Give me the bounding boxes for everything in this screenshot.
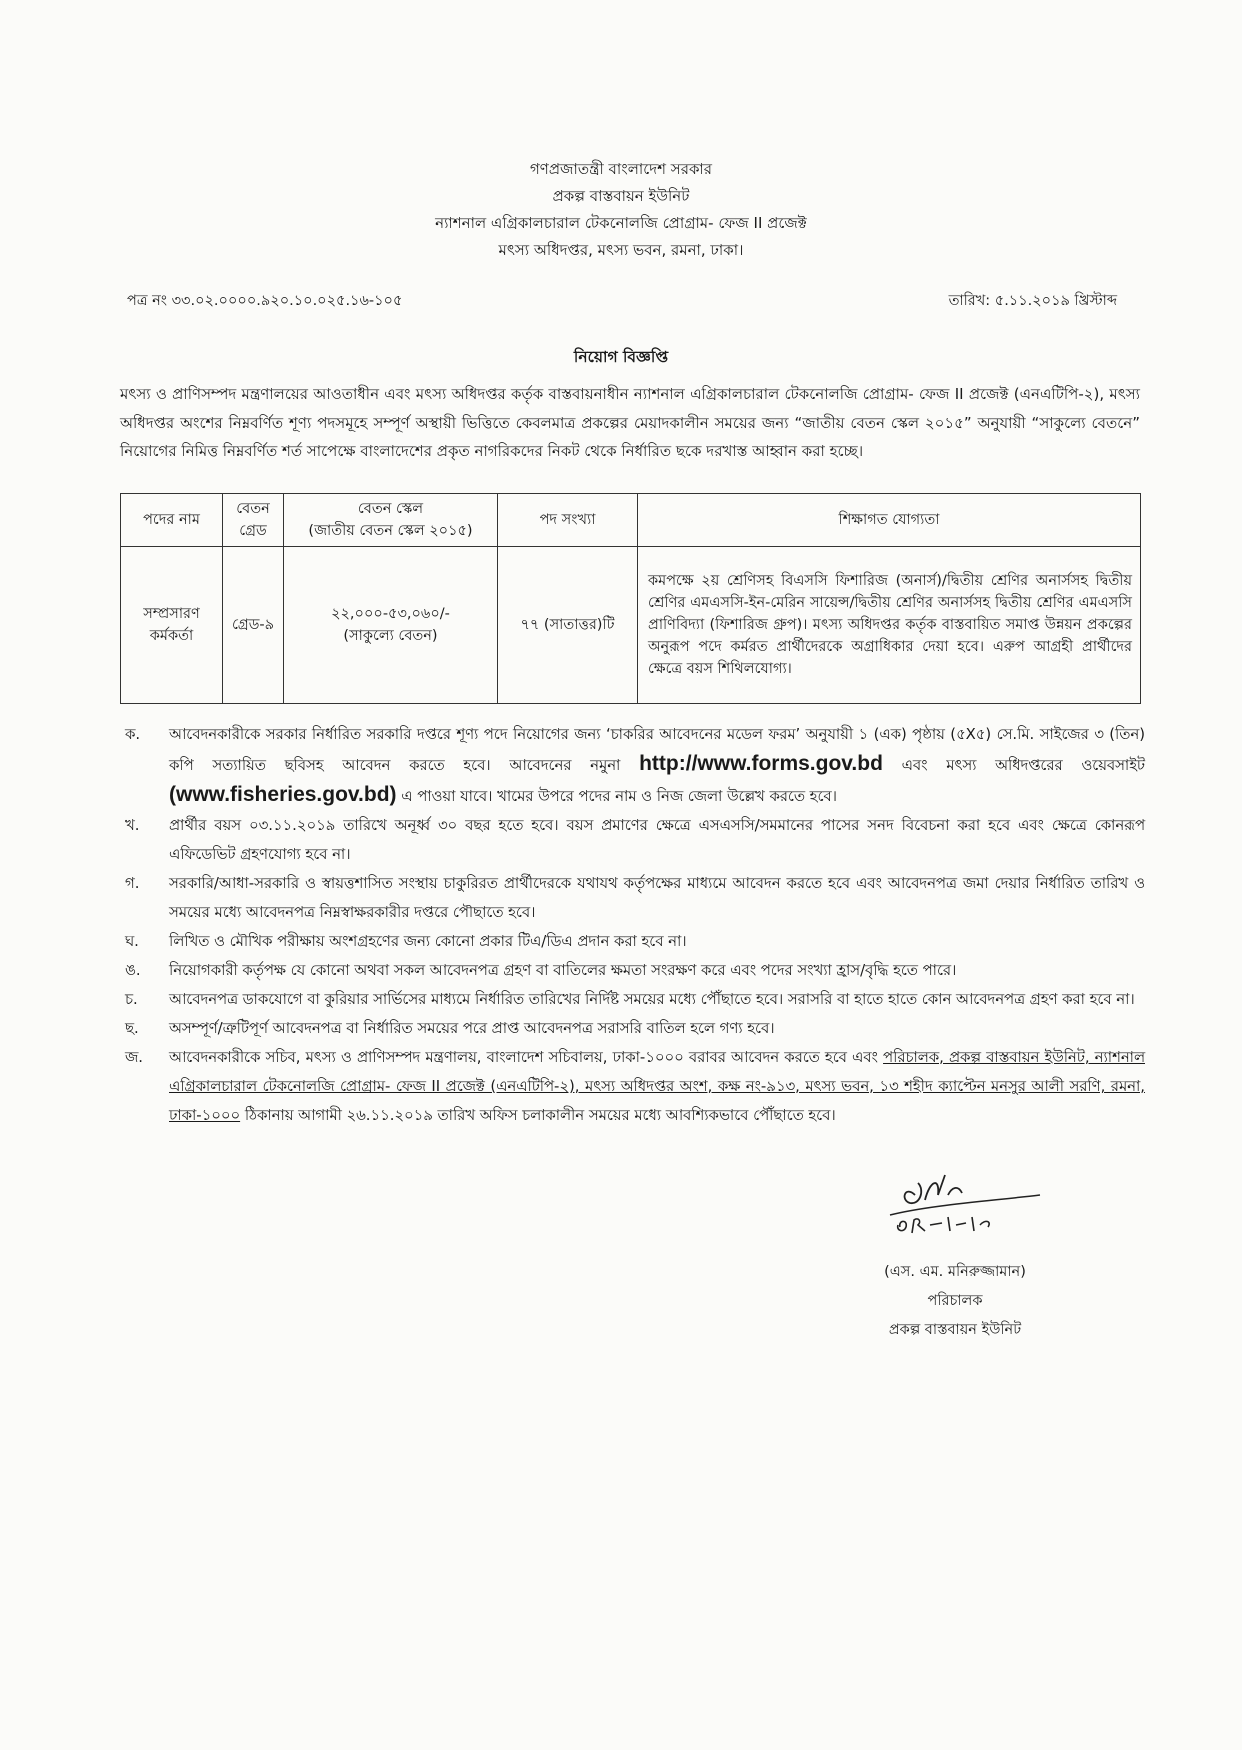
condition-text: অসম্পূর্ণ/ত্রুটিপূর্ণ আবেদনপত্র বা নির্ধারিত সময়ের পরে প্রাপ্ত আবেদনপত্র সরাসরি বাতিল হলে গণ্য হবে। — [169, 1020, 775, 1037]
header-project: ন্যাশনাল এগ্রিকালচারাল টেকনোলজি প্রোগ্রাম- ফেজ II প্রজেক্ট — [435, 214, 807, 232]
condition-marker: ছ. — [125, 1020, 139, 1037]
condition-text: আবেদনকারীকে সচিব, মৎস্য ও প্রাণিসম্পদ মন্ত্রণালয়, বাংলাদেশ সচিবালয়, ঢাকা-১০০০ বরাবর আবেদন করতে হবে এবং পরিচালক, প্রকল্প বাস্তবায়ন ইউনিট, ন্যাশনাল এগ্রিকালচারাল টেকনোলজি প্রোগ্রাম- ফেজ II প্রজেক্ট (এনএটিপি-২), মৎস্য অধিদপ্তর অংশ, কক্ষ নং-৯১৩, মৎস্য ভবন, ১৩ শহীদ ক্যাপ্টেন মনসুর আলী সরণি, রমনা, ঢাকা-১০০০ ঠিকানায় আগামী ২৬.১১.২০১৯ তারিখ অফিস চলাকালীন সময়ের মধ্যে আবশ্যিকভাবে পৌঁছাতে হবে। — [169, 1049, 1145, 1124]
vacancy-table — [120, 493, 1141, 704]
conditions-list — [125, 720, 1145, 1130]
condition-item — [125, 956, 1145, 985]
signatory-unit: প্রকল্প বাস্তবায়ন ইউনিট — [888, 1322, 1022, 1338]
header-address: মৎস্য অধিদপ্তর, মৎস্য ভবন, রমনা, ঢাকা। — [498, 241, 744, 259]
condition-text: সরকারি/আধা-সরকারি ও স্বায়ত্তশাসিত সংস্থায় চাকুরিরত প্রার্থীদেরকে যথাযথ কর্তৃপক্ষের মাধ্যমে আবেদন করতে হবে এবং আবেদনপত্র জমা দেয়ার নির্ধারিত তারিখ ও সময়ের মধ্যে আবেদনপত্র নিম্নস্বাক্ষরকারীর দপ্তরে পৌছাতে হবে। — [169, 875, 1145, 921]
signatory-name: (এস. এম. মনিরুজ্জামান) — [884, 1264, 1026, 1280]
intro-paragraph: মৎস্য ও প্রাণিসম্পদ মন্ত্রণালয়ের আওতাধীন এবং মৎস্য অধিদপ্তর কর্তৃক বাস্তবায়নাধীন ন্যাশনাল এগ্রিকালচারাল টেকনোলজি প্রোগ্রাম- ফেজ II প্রজেক্ট (এনএটিপি-২), মৎস্য অধিদপ্তর অংশের নিম্নবর্ণিত শূণ্য পদসমূহে সম্পূর্ণ অস্থায়ী ভিত্তিতে কেবলমাত্র প্রকল্পের মেয়াদকালীন সময়ের জন্য “জাতীয় বেতন স্কেল ২০১৫” অনুযায়ী “সাকুল্যে বেতনে” নিয়োগের নিমিত্ত নিম্নবর্ণিত শর্ত সাপেক্ষে বাংলাদেশের প্রকৃত নাগরিকদের নিকট থেকে নির্ধারিত ছকে দরখাস্ত আহ্বান করা হচ্ছে। — [120, 385, 1140, 460]
memo-date: তারিখ: ৫.১১.২০১৯ খ্রিস্টাব্দ — [948, 293, 1117, 309]
signatory-block — [840, 1258, 1070, 1345]
condition-item — [125, 811, 1145, 869]
condition-item — [125, 869, 1145, 927]
table-row — [121, 547, 1141, 704]
col-header-grade: বেতন গ্রেড — [223, 494, 284, 547]
condition-text: নিয়োগকারী কর্তৃপক্ষ যে কোনো অথবা সকল আবেদনপত্র গ্রহণ বা বাতিলের ক্ষমতা সংরক্ষণ করে এবং পদের সংখ্যা হ্রাস/বৃদ্ধি হতে পারে। — [169, 962, 957, 979]
condition-marker: গ. — [125, 875, 140, 892]
fisheries-link[interactable]: (www.fisheries.gov.bd) — [169, 783, 397, 806]
cell-scale: ২২,০০০-৫৩,০৬০/- (সাকুল্যে বেতন) — [284, 547, 498, 704]
condition-marker: ক. — [125, 726, 141, 743]
condition-text: প্রার্থীর বয়স ০৩.১১.২০১৯ তারিখে অনূর্ধ্ব ৩০ বছর হতে হবে। বয়স প্রমাণের ক্ষেত্রে এসএসসি/সমমানের পাসের সনদ বিবেচনা করা হবে এবং ক্ষেত্রে কোনরূপ এফিডেভিট গ্রহণযোগ্য হবে না। — [169, 817, 1145, 863]
cell-post: সম্প্রসারণ কর্মকর্তা — [121, 547, 223, 704]
col-header-count: পদ সংখ্যা — [498, 494, 638, 547]
col-header-post: পদের নাম — [121, 494, 223, 547]
notice-title: নিয়োগ বিজ্ঞপ্তি — [573, 348, 669, 366]
header-unit: প্রকল্প বাস্তবায়ন ইউনিট — [552, 187, 690, 205]
condition-item — [125, 1043, 1145, 1130]
forms-link[interactable]: http://www.forms.gov.bd — [639, 752, 883, 775]
handwritten-signature — [870, 1165, 1070, 1245]
condition-item — [125, 985, 1145, 1014]
condition-item — [125, 1014, 1145, 1043]
table-header-row — [121, 494, 1141, 547]
memo-reference: পত্র নং ৩৩.০২.০০০০.৯২০.১০.০২৫.১৬-১০৫ — [127, 293, 403, 309]
condition-text: আবেদনকারীকে সরকার নির্ধারিত সরকারি দপ্তরে শূণ্য পদে নিয়োগের জন্য ‘চাকরির আবেদনের মডেল ফরম’ অনুযায়ী ১ (এক) পৃষ্ঠায় (৫X৫) সে.মি. সাইজের ৩ (তিন) কপি সত্যায়িত ছবিসহ আবেদন করতে হবে। আবেদনের নমুনা http://www.forms.gov.bd এবং মৎস্য অধিদপ্তরের ওয়েবসাইট (www.fisheries.gov.bd) এ পাওয়া যাবে। খামের উপরে পদের নাম ও নিজ জেলা উল্লেখ করতে হবে। — [169, 726, 1145, 806]
col-header-qualification: শিক্ষাগত যোগ্যতা — [638, 494, 1141, 547]
col-header-scale: বেতন স্কেল (জাতীয় বেতন স্কেল ২০১৫) — [284, 494, 498, 547]
cell-qualification: কমপক্ষে ২য় শ্রেণিসহ বিএসসি ফিশারিজ (অনার্স)/দ্বিতীয় শ্রেণির অনার্সসহ দ্বিতীয় শ্রেণির এমএসসি-ইন-মেরিন সায়েন্স/দ্বিতীয় শ্রেণির অনার্সসহ দ্বিতীয় শ্রেণির এমএসসি প্রাণিবিদ্যা (ফিশারিজ গ্রুপ)। মৎস্য অধিদপ্তর কর্তৃক বাস্তবায়িত সমাপ্ত উন্নয়ন প্রকল্পের অনুরূপ পদে কর্মরত প্রার্থীদেরকে অগ্রাধিকার দেয়া হবে। এরুপ আগ্রহী প্রার্থীদের ক্ষেত্রে বয়স শিথিলযোগ্য। — [638, 547, 1141, 704]
submission-address: পরিচালক, প্রকল্প বাস্তবায়ন ইউনিট, ন্যাশনাল এগ্রিকালচারাল টেকনোলজি প্রোগ্রাম- ফেজ II প্রজেক্ট (এনএটিপি-২), মৎস্য অধিদপ্তর অংশ, কক্ষ নং-৯১৩, মৎস্য ভবন, ১৩ শহীদ ক্যাপ্টেন মনসুর আলী সরণি, রমনা, ঢাকা-১০০০ — [169, 1049, 1145, 1124]
condition-text: লিখিত ও মৌখিক পরীক্ষায় অংশগ্রহণের জন্য কোনো প্রকার টিএ/ডিএ প্রদান করা হবে না। — [169, 933, 687, 950]
header-government: গণপ্রজাতন্ত্রী বাংলাদেশ সরকার — [529, 160, 713, 178]
condition-marker: খ. — [125, 817, 140, 834]
signatory-title: পরিচালক — [927, 1293, 983, 1309]
cell-count: ৭৭ (সাতাত্তর)টি — [498, 547, 638, 704]
condition-marker: ঘ. — [125, 933, 139, 950]
condition-marker: চ. — [125, 991, 138, 1008]
condition-item — [125, 927, 1145, 956]
cell-grade: গ্রেড-৯ — [223, 547, 284, 704]
condition-marker: ঙ. — [125, 962, 141, 979]
condition-text: আবেদনপত্র ডাকযোগে বা কুরিয়ার সার্ভিসের মাধ্যমে নির্ধারিত তারিখের নির্দিষ্ট সময়ের মধ্যে পৌঁছাতে হবে। সরাসরি বা হাতে হাতে কোন আবেদনপত্র গ্রহণ করা হবে না। — [169, 991, 1135, 1008]
condition-item — [125, 720, 1145, 811]
condition-marker: জ. — [125, 1049, 143, 1066]
